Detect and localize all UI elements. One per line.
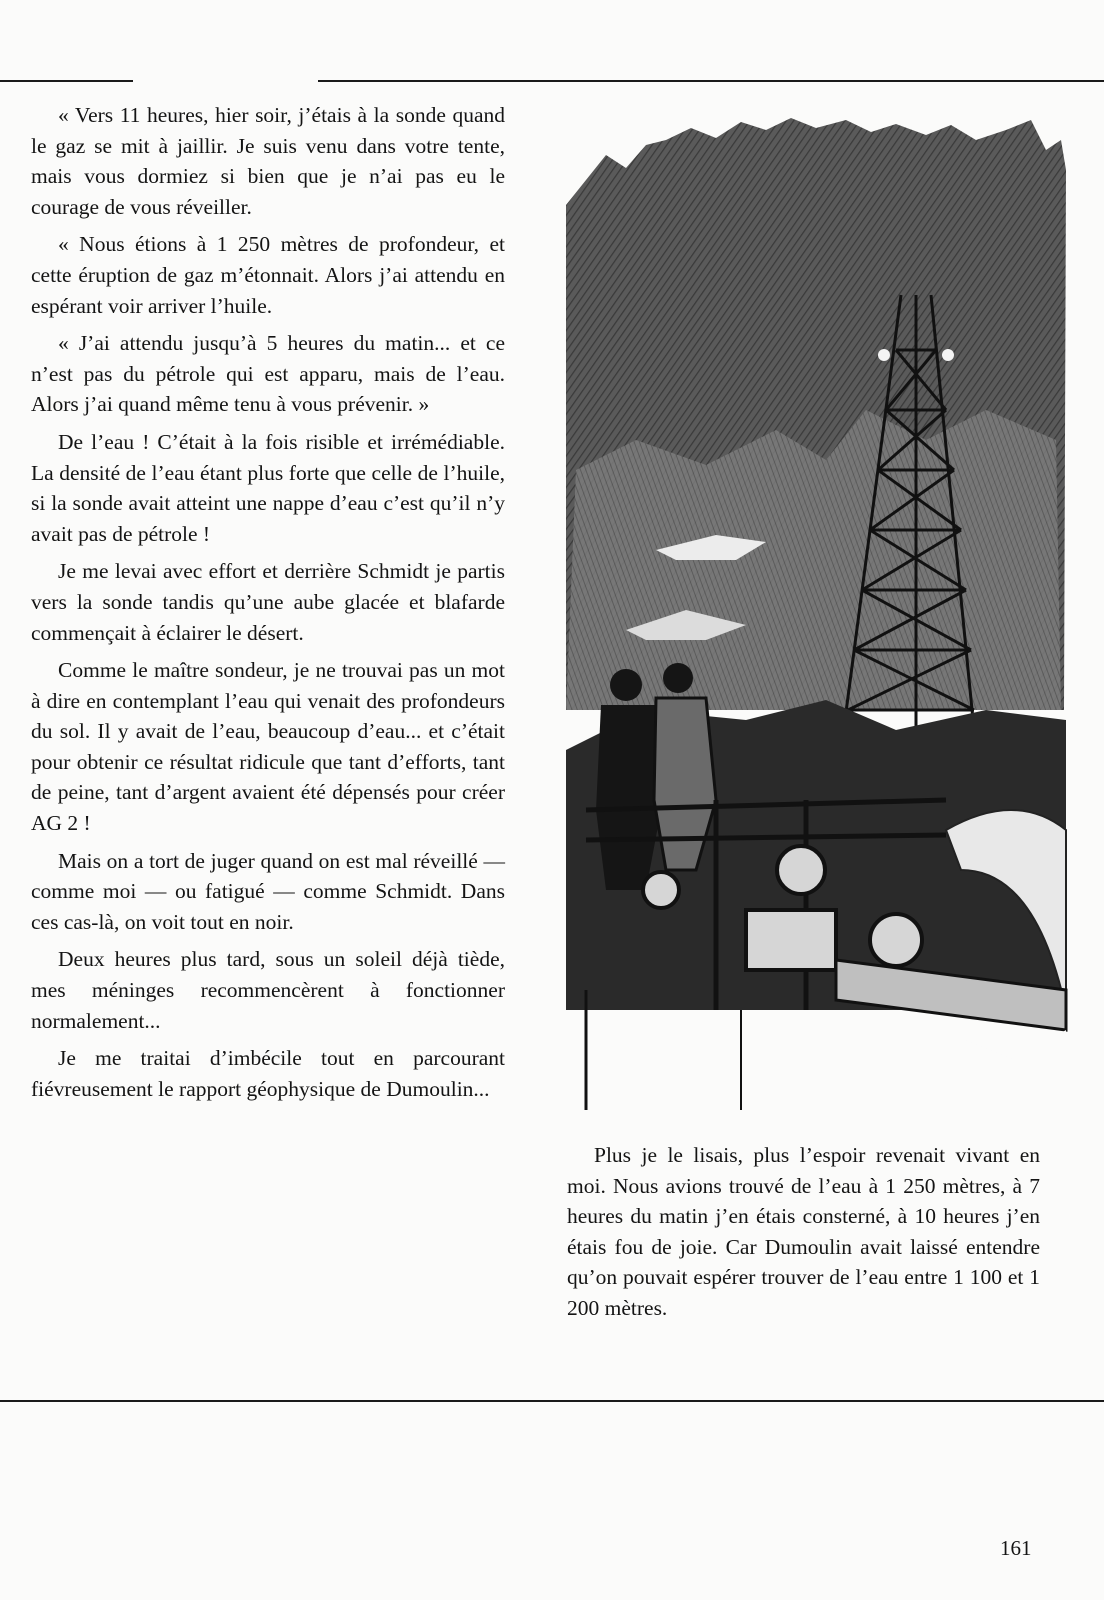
top-rule-left (0, 80, 133, 82)
page-number: 161 (1000, 1536, 1032, 1560)
left-text-column (31, 100, 505, 1111)
paragraph: Comme le maître sondeur, je ne trouvai pas un mot à dire en contemplant l’eau qui venait des profondeurs du sol. Il y avait de l’eau, beaucoup d’eau... et c’était pour obtenir ce résultat ridicule que tant d’efforts, tant de peine, tant d’argent avaient été dépensés pour créer AG 2 ! (31, 658, 505, 836)
paragraph: Deux heures plus tard, sous un soleil déjà tiède, mes méninges recommencèrent à fonctionner normalement... (31, 947, 505, 1033)
paragraph: « Vers 11 heures, hier soir, j’étais à la sonde quand le gaz se mit à jaillir. Je suis venu dans votre tente, mais vous dormiez si bien que je n’ai pas eu le courage de vous réveiller. (31, 103, 505, 219)
right-text-column (567, 1140, 1040, 1324)
bottom-rule (0, 1400, 1104, 1402)
paragraph: « J’ai attendu jusqu’à 5 heures du matin... et ce n’est pas du pétrole qui est apparu, mais de l’eau. Alors j’ai quand même tenu à vous prévenir. » (31, 331, 505, 417)
paragraph: Je me traitai d’imbécile tout en parcourant fiévreusement le rapport géophysique de Dumoulin... (31, 1046, 505, 1101)
top-rule-right (318, 80, 1104, 82)
oil-derrick-illustration (566, 110, 1086, 1138)
paragraph: De l’eau ! C’était à la fois risible et irrémédiable. La densité de l’eau étant plus forte que celle de l’huile, si la sonde avait atteint une nappe d’eau c’est qu’il n’y avait pas de pétrole ! (31, 429, 505, 546)
paragraph: Mais on a tort de juger quand on est mal réveillé — comme moi — ou fatigué — comme Schmidt. Dans ces cas-là, on voit tout en noir. (31, 848, 505, 934)
paragraph: Je me levai avec effort et derrière Schmidt je partis vers la sonde tandis qu’une aube glacée et blafarde commençait à éclairer le désert. (31, 559, 505, 645)
paragraph: « Nous étions à 1 250 mètres de profondeur, et cette éruption de gaz m’étonnait. Alors j’ai attendu en espérant voir arriver l’huile. (31, 232, 505, 318)
paragraph: Plus je le lisais, plus l’espoir revenait vivant en moi. Nous avions trouvé de l’eau à 1 250 mètres, à 7 heures du matin j’en étais consterné, à 10 heures j’en étais fou de joie. Car Dumoulin avait laissé entendre qu’on pouvait espérer trouver de l’eau entre 1 100 et 1 200 mètres. (567, 1143, 1040, 1320)
